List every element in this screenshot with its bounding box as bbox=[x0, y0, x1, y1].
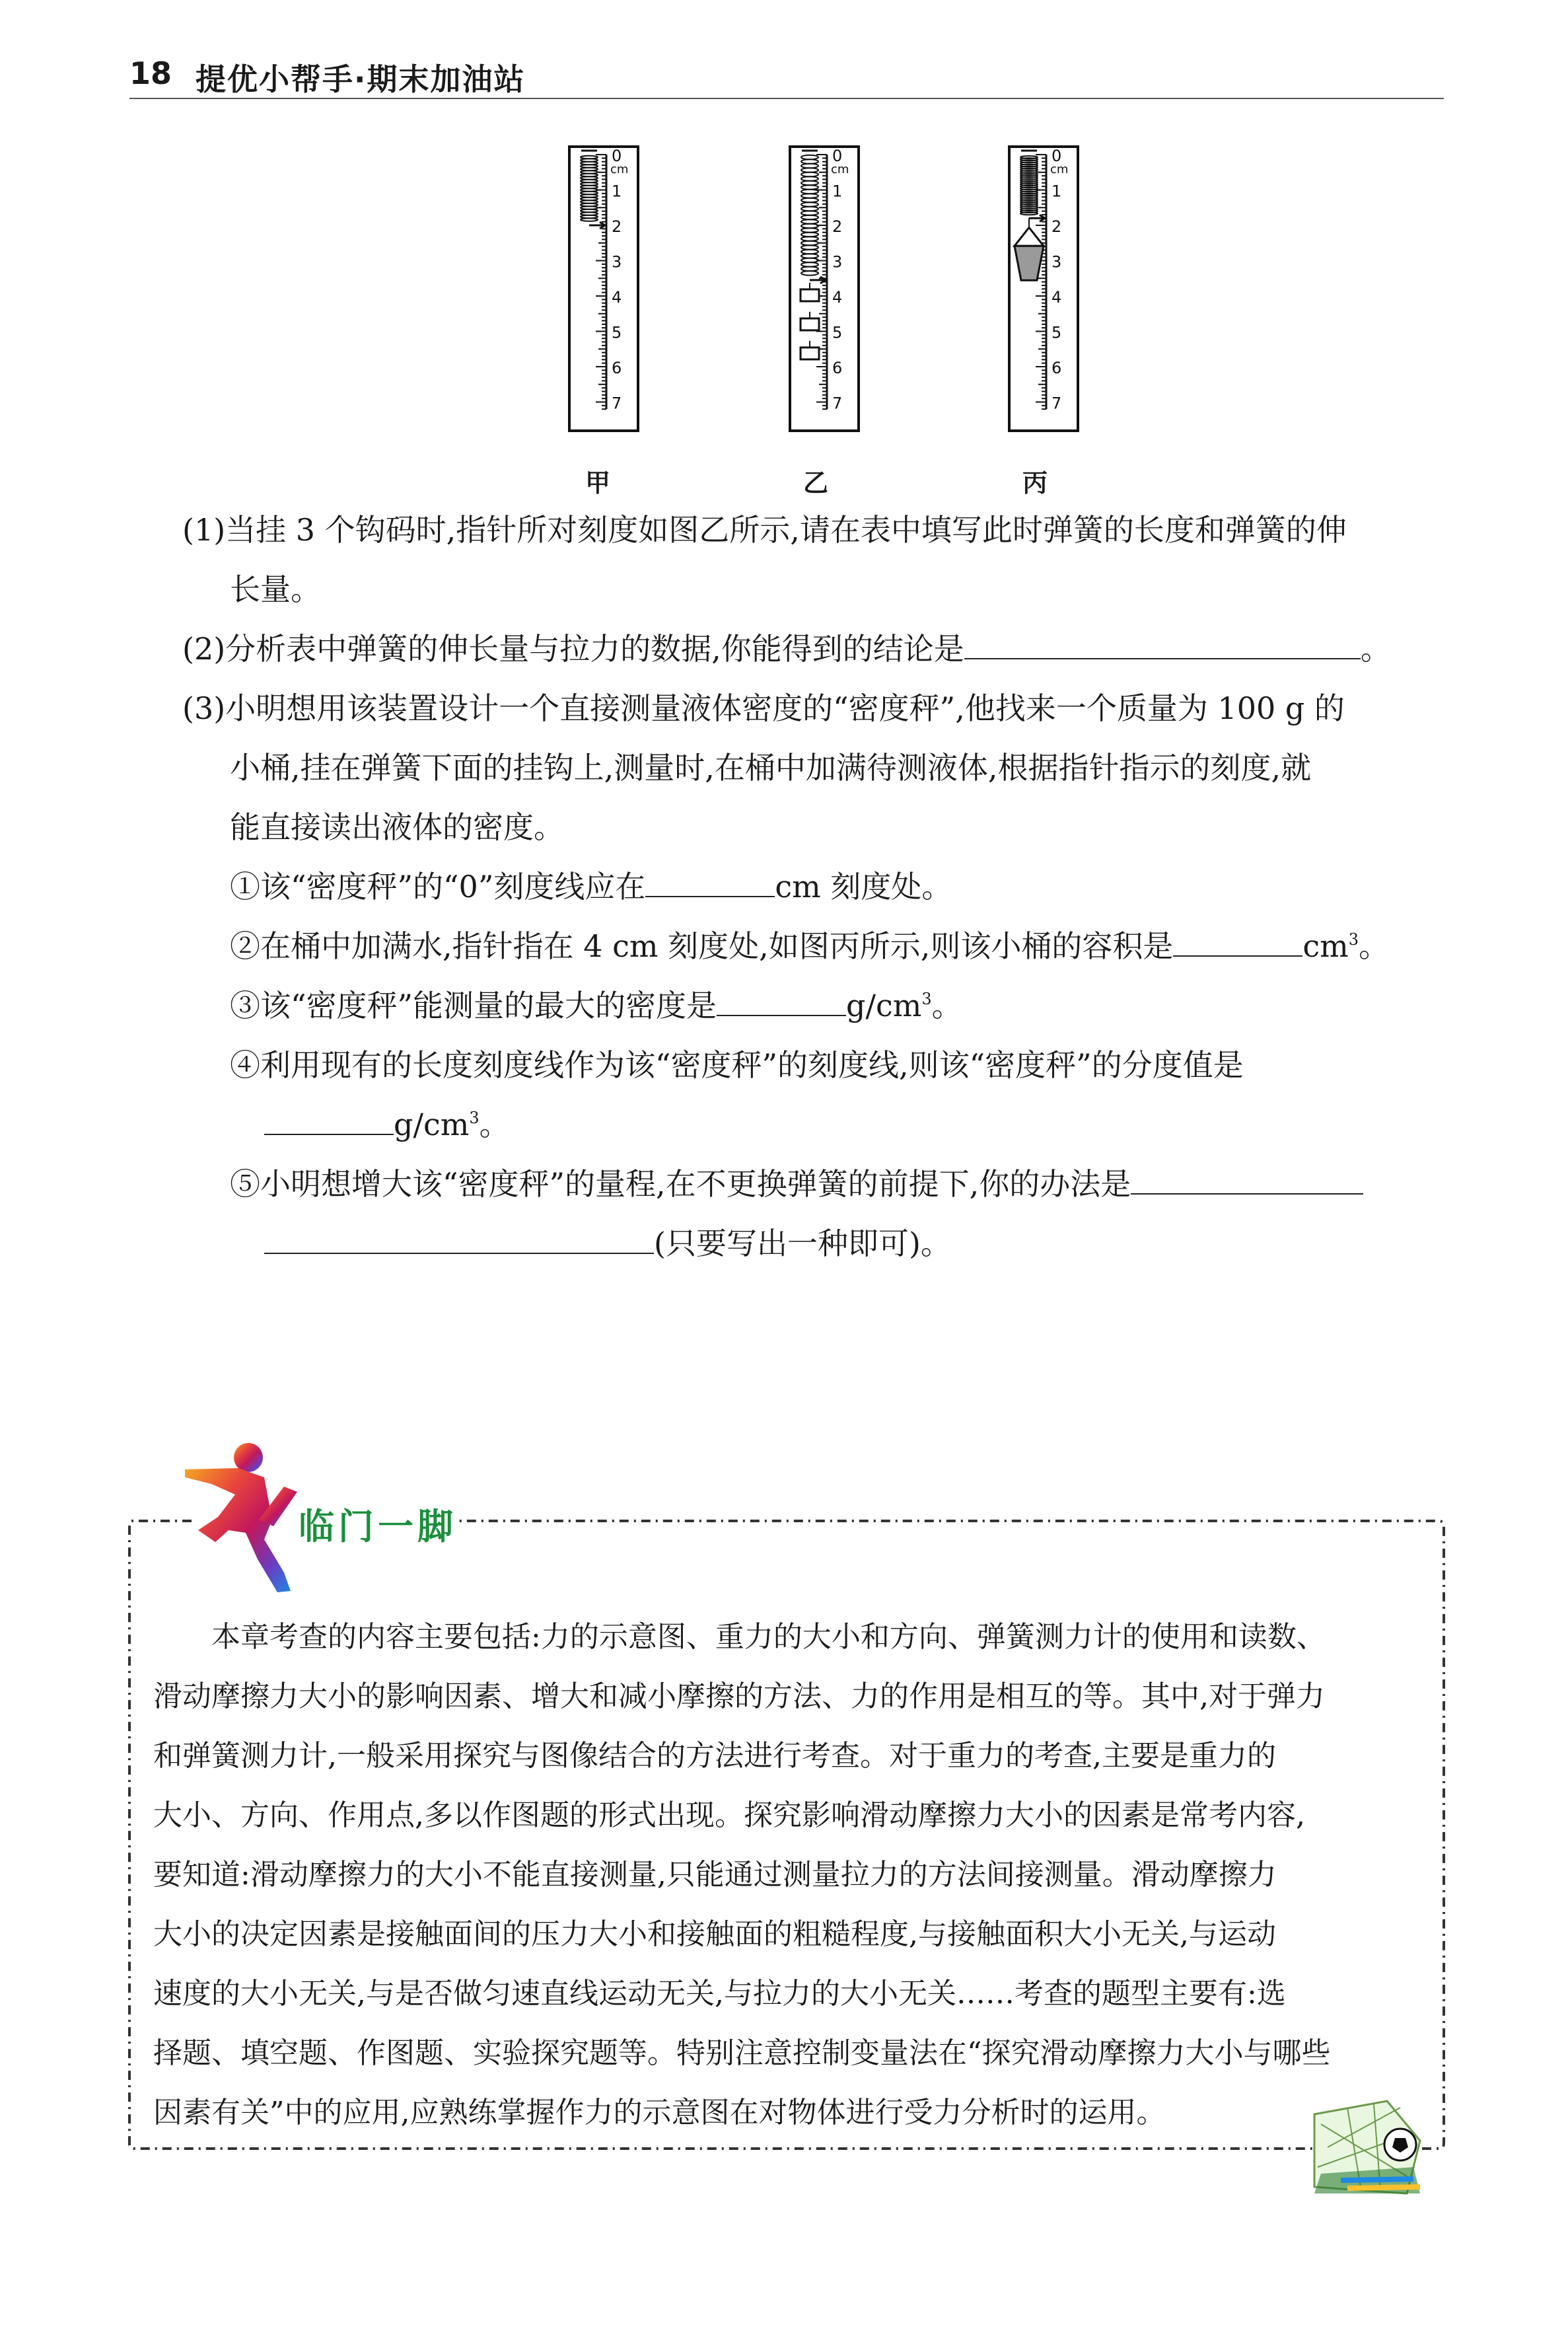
summary-line: 要知道:滑动摩擦力的大小不能直接测量,只能通过测量拉力的方法间接测量。滑动摩擦力 bbox=[153, 1858, 1277, 1892]
book-title: 提优小帮手·期末加油站 bbox=[196, 61, 526, 97]
sub-question-4-line-2 bbox=[264, 1105, 510, 1144]
ruler-tick-label: 2 bbox=[832, 217, 843, 236]
question-3-line-2: 小桶,挂在弹簧下面的挂钩上,测量时,在桶中加满待测液体,根据指针指示的刻度,就 bbox=[230, 750, 1312, 786]
sub-question-2-text: ②在桶中加满水,指针指在 4 cm 刻度处,如图丙所示,则该小桶的容积是 bbox=[230, 928, 1174, 964]
sub-question-2 bbox=[230, 926, 1389, 966]
question-2-text: (2)分析表中弹簧的伸长量与拉力的数据,你能得到的结论是 bbox=[182, 631, 964, 667]
ruler-tick-label: 7 bbox=[612, 394, 622, 413]
ruler-unit: cm bbox=[1050, 163, 1069, 176]
sub-question-2-unit-exponent: 3 bbox=[1348, 930, 1359, 949]
figure-label-jia: 甲 bbox=[585, 468, 611, 498]
section-title: 临门一脚 bbox=[299, 1506, 457, 1547]
sub-question-1-text: ①该“密度秤”的“0”刻度线应在 bbox=[230, 869, 646, 904]
summary-line: 和弹簧测力计,一般采用探究与图像结合的方法进行考查。对于重力的考查,主要是重力的 bbox=[153, 1739, 1276, 1773]
question-1-line-2: 长量。 bbox=[230, 572, 321, 607]
ruler-tick-label: 2 bbox=[1051, 217, 1062, 236]
soccer-player-icon bbox=[185, 1443, 297, 1592]
question-2 bbox=[182, 629, 1391, 669]
summary-line: 因素有关”中的应用,应熟练掌握作力的示意图在对物体进行受力分析时的运用。 bbox=[153, 2096, 1166, 2129]
figure-label-bing: 丙 bbox=[1022, 468, 1048, 498]
page-number: 18 bbox=[129, 55, 172, 91]
ruler-tick-label: 5 bbox=[832, 323, 843, 342]
ruler-tick-label: 5 bbox=[612, 323, 622, 342]
sub-question-5-text: ⑤小明想增大该“密度秤”的量程,在不更换弹簧的前提下,你的办法是 bbox=[230, 1166, 1131, 1202]
sub-question-3-end: 。 bbox=[931, 988, 962, 1023]
sub-question-4-line-1: ④利用现有的长度刻度线作为该“密度秤”的刻度线,则该“密度秤”的分度值是 bbox=[230, 1047, 1244, 1083]
ruler-tick-label: 7 bbox=[832, 394, 843, 413]
summary-line: 本章考查的内容主要包括:力的示意图、重力的大小和方向、弹簧测力计的使用和读数、 bbox=[211, 1620, 1326, 1654]
sub-question-2-end: 。 bbox=[1359, 928, 1390, 964]
ruler-tick-label: 3 bbox=[832, 252, 843, 272]
ruler-tick-label: 2 bbox=[612, 217, 622, 236]
ruler-tick-label: 4 bbox=[612, 288, 622, 307]
figure-label-yi: 乙 bbox=[803, 468, 829, 498]
answer-blank-s1[interactable] bbox=[645, 867, 775, 897]
question-3-line-1: (3)小明想用该装置设计一个直接测量液体密度的“密度秤”,他找来一个质量为 100 g 的 bbox=[182, 690, 1345, 726]
summary-line: 速度的大小无关,与是否做匀速直线运动无关,与拉力的大小无关……考查的题型主要有:选 bbox=[153, 1977, 1286, 2011]
summary-line: 大小、方向、作用点,多以作图题的形式出现。探究影响滑动摩擦力大小的因素是常考内容, bbox=[153, 1798, 1305, 1832]
ruler-tick-label: 1 bbox=[1051, 182, 1062, 201]
soccer-ball-icon bbox=[1384, 2129, 1416, 2160]
answer-blank-s2[interactable] bbox=[1173, 926, 1302, 957]
question-3-line-3: 能直接读出液体的密度。 bbox=[230, 809, 564, 845]
summary-line: 大小的决定因素是接触面间的压力大小和接触面的粗糙程度,与接触面积大小无关,与运动 bbox=[153, 1917, 1276, 1951]
ruler-tick-label: 1 bbox=[832, 182, 843, 201]
ruler-tick-label: 4 bbox=[832, 288, 843, 307]
ruler-tick-label: 0 bbox=[832, 147, 843, 165]
sub-question-5-line-2 bbox=[264, 1224, 951, 1263]
answer-blank-q2[interactable] bbox=[964, 629, 1361, 659]
sub-question-4-end: 。 bbox=[479, 1107, 510, 1142]
ruler-tick-label: 5 bbox=[1051, 323, 1062, 342]
sub-question-4-unit: g/cm bbox=[394, 1107, 470, 1142]
answer-blank-s3[interactable] bbox=[717, 986, 846, 1016]
question-2-end: 。 bbox=[1360, 631, 1391, 667]
sub-question-3-unit-exponent: 3 bbox=[921, 990, 932, 1008]
spring-scale-figure bbox=[0, 0, 1568, 502]
ruler-unit: cm bbox=[610, 163, 629, 176]
sub-question-1 bbox=[230, 867, 952, 906]
ruler-tick-label: 4 bbox=[1051, 288, 1062, 307]
sub-question-5-line-1 bbox=[230, 1164, 1363, 1204]
ruler-tick-label: 0 bbox=[1051, 147, 1062, 165]
ruler-tick-label: 7 bbox=[1051, 394, 1062, 413]
summary-line: 择题、填空题、作图题、实验探究题等。特别注意控制变量法在“探究滑动摩擦力大小与哪些 bbox=[153, 2036, 1331, 2070]
ruler-tick-label: 6 bbox=[1051, 359, 1062, 377]
sub-question-2-unit: cm bbox=[1302, 928, 1349, 964]
ruler-tick-label: 6 bbox=[612, 359, 622, 377]
ruler-unit: cm bbox=[831, 163, 849, 176]
sub-question-4-unit-exponent: 3 bbox=[469, 1109, 480, 1127]
sub-question-3 bbox=[230, 986, 962, 1025]
answer-blank-s5-a[interactable] bbox=[1131, 1164, 1363, 1195]
answer-blank-s5-b[interactable] bbox=[264, 1224, 654, 1254]
sub-question-1-unit: cm 刻度处。 bbox=[775, 869, 952, 904]
ruler-tick-label: 6 bbox=[832, 359, 843, 377]
answer-blank-s4[interactable] bbox=[264, 1105, 394, 1135]
sub-question-5-end: (只要写出一种即可)。 bbox=[654, 1226, 951, 1261]
hook-weight bbox=[801, 289, 819, 301]
hook-weight bbox=[801, 318, 819, 330]
ruler-tick-label: 1 bbox=[612, 182, 622, 201]
question-1-line-1: (1)当挂 3 个钩码时,指针所对刻度如图乙所示,请在表中填写此时弹簧的长度和弹簧的伸 bbox=[182, 512, 1347, 548]
hook-weight bbox=[801, 348, 819, 359]
ruler-tick-label: 0 bbox=[612, 147, 622, 165]
ruler-tick-label: 3 bbox=[612, 252, 622, 272]
ruler-tick-label: 3 bbox=[1051, 252, 1062, 272]
summary-line: 滑动摩擦力大小的影响因素、增大和减小摩擦的方法、力的作用是相互的等。其中,对于弹力 bbox=[153, 1679, 1325, 1713]
sub-question-3-text: ③该“密度秤”能测量的最大的密度是 bbox=[230, 988, 717, 1023]
sub-question-3-unit: g/cm bbox=[846, 988, 922, 1023]
